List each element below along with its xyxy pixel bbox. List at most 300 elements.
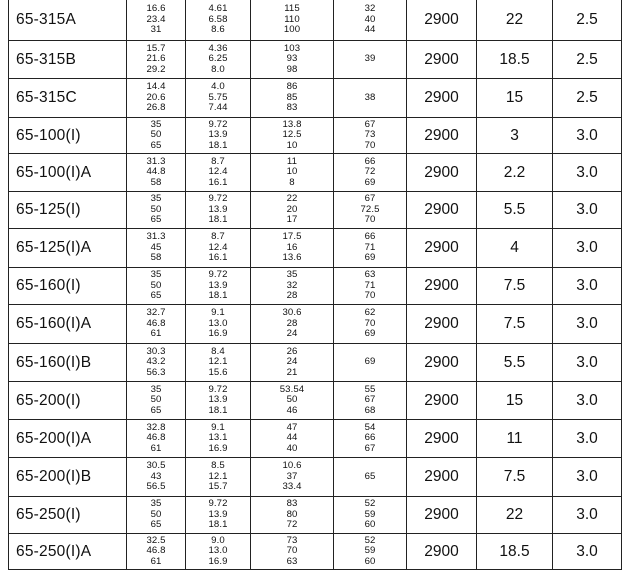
flow-m3h-cell: [127, 154, 186, 192]
npsh-cell: 2.5: [553, 0, 622, 41]
sub-value: 66: [364, 231, 376, 243]
flow-m3h-cell: [127, 305, 186, 344]
sub-value: 30.6: [282, 307, 302, 319]
head-cell: [251, 192, 334, 229]
sub-value: 69: [364, 252, 376, 264]
model-cell: 65-125(I)A: [9, 229, 127, 268]
npsh-cell: 3.0: [553, 497, 622, 534]
flow-ls-cell: [186, 305, 251, 344]
table-row: [9, 382, 622, 420]
sub-value: 110: [284, 13, 300, 25]
sub-value: 83: [286, 102, 298, 114]
table-row: [9, 344, 622, 382]
speed-cell: 2900: [407, 192, 477, 229]
sub-value: 67: [364, 193, 376, 205]
sub-value: 28: [286, 290, 298, 302]
sub-value: 70: [364, 139, 376, 151]
sub-value: 50: [150, 508, 162, 520]
npsh-cell: 2.5: [553, 41, 622, 79]
power-cell: 7.5: [477, 458, 553, 497]
model-cell: 65-250(I): [9, 497, 127, 534]
sub-value: 68: [364, 404, 376, 416]
sub-value: 60: [364, 555, 376, 567]
sub-value: 13.0: [208, 545, 228, 557]
sub-value: 30.5: [146, 460, 166, 472]
sub-value: 13.9: [208, 203, 228, 215]
flow-m3h-cell: [127, 0, 186, 41]
head-cell: [251, 458, 334, 497]
head-cell: [251, 497, 334, 534]
model-cell: 65-160(I)B: [9, 344, 127, 382]
sub-value: 47: [286, 421, 298, 433]
sub-value: 8.4: [211, 345, 225, 357]
sub-value: 56.3: [146, 366, 166, 378]
sub-value: 67: [364, 442, 376, 454]
sub-value: 9.72: [208, 383, 228, 395]
sub-value: 9.72: [208, 193, 228, 205]
sub-value: 67: [364, 394, 376, 406]
sub-value: 59: [364, 545, 376, 557]
sub-value: 93: [286, 53, 298, 65]
sub-value: 70: [364, 290, 376, 302]
sub-value: 72: [364, 166, 376, 178]
efficiency-cell: [334, 154, 407, 192]
sub-value: 38: [364, 91, 376, 103]
speed-cell: 2900: [407, 458, 477, 497]
efficiency-cell: [334, 79, 407, 118]
sub-value: 69: [364, 328, 376, 340]
table-row: [9, 229, 622, 268]
flow-ls-cell: [186, 154, 251, 192]
npsh-cell: 3.0: [553, 534, 622, 570]
sub-value: 44: [286, 432, 298, 444]
sub-value: 35: [150, 118, 162, 130]
sub-value: 39: [364, 53, 376, 65]
npsh-cell: 3.0: [553, 305, 622, 344]
sub-value: 35: [150, 193, 162, 205]
sub-value: 10: [286, 166, 298, 178]
sub-value: 12.4: [208, 166, 228, 178]
flow-m3h-cell: [127, 118, 186, 154]
table-row: [9, 118, 622, 154]
table-row: [9, 79, 622, 118]
speed-cell: 2900: [407, 154, 477, 192]
npsh-cell: 3.0: [553, 229, 622, 268]
flow-ls-cell: [186, 458, 251, 497]
sub-value: 21: [286, 366, 298, 378]
sub-value: 7.44: [208, 102, 228, 114]
flow-m3h-cell: [127, 192, 186, 229]
sub-value: 16.9: [208, 442, 228, 454]
sub-value: 13.0: [208, 317, 228, 329]
sub-value: 44: [364, 24, 376, 36]
sub-value: 86: [286, 81, 298, 93]
speed-cell: 2900: [407, 41, 477, 79]
sub-value: 50: [150, 203, 162, 215]
sub-value: 6.25: [208, 53, 228, 65]
sub-value: 53.54: [279, 383, 305, 395]
power-cell: 22: [477, 497, 553, 534]
table-row: [9, 458, 622, 497]
sub-value: 85: [286, 91, 298, 103]
sub-value: 69: [364, 356, 376, 368]
head-cell: [251, 382, 334, 420]
power-cell: 18.5: [477, 534, 553, 570]
model-cell: 65-160(I): [9, 268, 127, 305]
sub-value: 26: [286, 345, 298, 357]
sub-value: 13.9: [208, 129, 228, 141]
flow-ls-cell: [186, 497, 251, 534]
sub-value: 24: [286, 328, 298, 340]
sub-value: 62: [364, 307, 376, 319]
flow-m3h-cell: [127, 382, 186, 420]
flow-ls-cell: [186, 382, 251, 420]
head-cell: [251, 79, 334, 118]
sub-value: 13.6: [282, 252, 302, 264]
sub-value: 13.9: [208, 279, 228, 291]
power-cell: 5.5: [477, 192, 553, 229]
sub-value: 52: [364, 498, 376, 510]
sub-value: 18.1: [208, 290, 228, 302]
sub-value: 6.58: [208, 13, 228, 25]
sub-value: 15.6: [208, 366, 228, 378]
speed-cell: 2900: [407, 420, 477, 458]
speed-cell: 2900: [407, 344, 477, 382]
sub-value: 70: [364, 214, 376, 226]
speed-cell: 2900: [407, 268, 477, 305]
sub-value: 72: [286, 519, 298, 531]
npsh-cell: 3.0: [553, 420, 622, 458]
sub-value: 63: [364, 269, 376, 281]
model-cell: 65-125(I): [9, 192, 127, 229]
head-cell: [251, 534, 334, 570]
sub-value: 52: [364, 534, 376, 546]
sub-value: 14.4: [146, 81, 166, 93]
speed-cell: 2900: [407, 229, 477, 268]
sub-value: 20: [286, 203, 298, 215]
speed-cell: 2900: [407, 305, 477, 344]
speed-cell: 2900: [407, 118, 477, 154]
sub-value: 8: [289, 176, 295, 188]
sub-value: 37: [286, 470, 298, 482]
sub-value: 4.36: [208, 42, 228, 54]
power-cell: 5.5: [477, 344, 553, 382]
sub-value: 8.6: [211, 24, 225, 36]
sub-value: 8.7: [211, 231, 225, 243]
flow-ls-cell: [186, 0, 251, 41]
sub-value: 58: [150, 252, 162, 264]
sub-value: 61: [150, 442, 162, 454]
sub-value: 55: [364, 383, 376, 395]
power-cell: 15: [477, 79, 553, 118]
model-cell: 65-100(I)A: [9, 154, 127, 192]
sub-value: 40: [364, 13, 376, 25]
table-row: [9, 192, 622, 229]
flow-m3h-cell: [127, 420, 186, 458]
sub-value: 5.75: [208, 91, 228, 103]
sub-value: 23.4: [146, 13, 166, 25]
npsh-cell: 3.0: [553, 118, 622, 154]
sub-value: 16.1: [208, 252, 228, 264]
sub-value: 40: [286, 442, 298, 454]
sub-value: 32.7: [146, 307, 166, 319]
sub-value: 16: [286, 241, 298, 253]
head-cell: [251, 154, 334, 192]
sub-value: 16.9: [208, 328, 228, 340]
sub-value: 46.8: [146, 432, 166, 444]
sub-value: 71: [364, 279, 376, 291]
sub-value: 65: [150, 214, 162, 226]
sub-value: 65: [150, 290, 162, 302]
npsh-cell: 3.0: [553, 458, 622, 497]
sub-value: 46.8: [146, 317, 166, 329]
head-cell: [251, 268, 334, 305]
sub-value: 56.5: [146, 481, 166, 493]
flow-ls-cell: [186, 79, 251, 118]
sub-value: 43: [150, 470, 162, 482]
speed-cell: 2900: [407, 497, 477, 534]
efficiency-cell: [334, 41, 407, 79]
model-cell: 65-250(I)A: [9, 534, 127, 570]
flow-ls-cell: [186, 344, 251, 382]
power-cell: 2.2: [477, 154, 553, 192]
sub-value: 18.1: [208, 214, 228, 226]
sub-value: 12.5: [282, 129, 302, 141]
npsh-cell: 3.0: [553, 154, 622, 192]
sub-value: 15.7: [146, 42, 166, 54]
flow-m3h-cell: [127, 79, 186, 118]
sub-value: 59: [364, 508, 376, 520]
sub-value: 9.72: [208, 269, 228, 281]
sub-value: 12.1: [208, 356, 228, 368]
sub-value: 83: [286, 498, 298, 510]
efficiency-cell: [334, 497, 407, 534]
sub-value: 13.8: [282, 118, 302, 130]
sub-value: 8.0: [211, 63, 225, 75]
sub-value: 115: [284, 3, 300, 15]
table-row: [9, 305, 622, 344]
sub-value: 29.2: [146, 63, 166, 75]
sub-value: 17: [286, 214, 298, 226]
sub-value: 35: [150, 269, 162, 281]
sub-value: 50: [150, 279, 162, 291]
sub-value: 10: [286, 139, 298, 151]
sub-value: 31.3: [146, 231, 166, 243]
power-cell: 11: [477, 420, 553, 458]
model-cell: 65-200(I)B: [9, 458, 127, 497]
efficiency-cell: [334, 382, 407, 420]
sub-value: 61: [150, 328, 162, 340]
sub-value: 32.8: [146, 421, 166, 433]
speed-cell: 2900: [407, 534, 477, 570]
power-cell: 3: [477, 118, 553, 154]
model-cell: 65-200(I): [9, 382, 127, 420]
head-cell: [251, 229, 334, 268]
sub-value: 26.8: [146, 102, 166, 114]
sub-value: 18.1: [208, 139, 228, 151]
sub-value: 13.9: [208, 508, 228, 520]
sub-value: 66: [364, 155, 376, 167]
npsh-cell: 3.0: [553, 382, 622, 420]
sub-value: 31: [150, 24, 162, 36]
head-cell: [251, 118, 334, 154]
head-cell: [251, 0, 334, 41]
sub-value: 8.5: [211, 460, 225, 472]
sub-value: 46: [286, 404, 298, 416]
table-row: [9, 154, 622, 192]
sub-value: 9.0: [211, 534, 225, 546]
power-cell: 22: [477, 0, 553, 41]
power-cell: 7.5: [477, 305, 553, 344]
sub-value: 32: [364, 3, 376, 15]
flow-m3h-cell: [127, 458, 186, 497]
sub-value: 100: [283, 24, 301, 36]
sub-value: 16.6: [146, 3, 166, 15]
flow-ls-cell: [186, 229, 251, 268]
table-row: [9, 497, 622, 534]
efficiency-cell: [334, 192, 407, 229]
npsh-cell: 3.0: [553, 268, 622, 305]
flow-ls-cell: [186, 192, 251, 229]
sub-value: 28: [286, 317, 298, 329]
sub-value: 35: [150, 383, 162, 395]
sub-value: 18.1: [208, 519, 228, 531]
table-row: [9, 268, 622, 305]
efficiency-cell: [334, 229, 407, 268]
sub-value: 17.5: [282, 231, 302, 243]
sub-value: 18.1: [208, 404, 228, 416]
model-cell: 65-200(I)A: [9, 420, 127, 458]
flow-ls-cell: [186, 534, 251, 570]
sub-value: 4.61: [208, 3, 228, 15]
sub-value: 69: [364, 176, 376, 188]
speed-cell: 2900: [407, 382, 477, 420]
flow-m3h-cell: [127, 497, 186, 534]
sub-value: 58: [150, 176, 162, 188]
sub-value: 72.5: [360, 203, 380, 215]
sub-value: 24: [286, 356, 298, 368]
efficiency-cell: [334, 420, 407, 458]
table-row: [9, 41, 622, 79]
sub-value: 43.2: [146, 356, 166, 368]
sub-value: 54: [364, 421, 376, 433]
flow-m3h-cell: [127, 534, 186, 570]
sub-value: 32: [286, 279, 298, 291]
sub-value: 8.7: [211, 155, 225, 167]
sub-value: 11: [286, 155, 298, 167]
sub-value: 103: [283, 42, 301, 54]
sub-value: 4.0: [211, 81, 225, 93]
table-body: [9, 0, 622, 570]
sub-value: 13.1: [208, 432, 228, 444]
sub-value: 10.6: [282, 460, 302, 472]
efficiency-cell: [334, 534, 407, 570]
efficiency-cell: [334, 344, 407, 382]
sub-value: 44.8: [146, 166, 166, 178]
sub-value: 45: [150, 241, 162, 253]
sub-value: 63: [286, 555, 298, 567]
sub-value: 66: [364, 432, 376, 444]
npsh-cell: 2.5: [553, 79, 622, 118]
sub-value: 35: [150, 498, 162, 510]
sub-value: 20.6: [146, 91, 166, 103]
sub-value: 35: [286, 269, 298, 281]
speed-cell: 2900: [407, 0, 477, 41]
efficiency-cell: [334, 118, 407, 154]
sub-value: 12.1: [208, 470, 228, 482]
sub-value: 50: [150, 129, 162, 141]
pump-spec-table: [8, 0, 622, 570]
flow-ls-cell: [186, 420, 251, 458]
sub-value: 16.1: [208, 176, 228, 188]
sub-value: 9.1: [211, 421, 225, 433]
sub-value: 73: [364, 129, 376, 141]
npsh-cell: 3.0: [553, 192, 622, 229]
head-cell: [251, 305, 334, 344]
sub-value: 80: [286, 508, 298, 520]
sub-value: 70: [286, 545, 298, 557]
flow-ls-cell: [186, 268, 251, 305]
efficiency-cell: [334, 458, 407, 497]
sub-value: 50: [150, 394, 162, 406]
table-row: [9, 534, 622, 570]
power-cell: 4: [477, 229, 553, 268]
sub-value: 9.72: [208, 118, 228, 130]
flow-m3h-cell: [127, 229, 186, 268]
table-row: [9, 0, 622, 41]
flow-m3h-cell: [127, 344, 186, 382]
sub-value: 9.1: [211, 307, 225, 319]
power-cell: 18.5: [477, 41, 553, 79]
sub-value: 65: [150, 139, 162, 151]
flow-m3h-cell: [127, 41, 186, 79]
npsh-cell: 3.0: [553, 344, 622, 382]
sub-value: 15.7: [208, 481, 228, 493]
sub-value: 60: [364, 519, 376, 531]
table-row: [9, 420, 622, 458]
model-cell: 65-315A: [9, 0, 127, 41]
sub-value: 73: [286, 534, 298, 546]
sub-value: 67: [364, 118, 376, 130]
sub-value: 70: [364, 317, 376, 329]
sub-value: 13.9: [208, 394, 228, 406]
sub-value: 71: [364, 241, 376, 253]
power-cell: 7.5: [477, 268, 553, 305]
sub-value: 50: [286, 394, 298, 406]
model-cell: 65-315B: [9, 41, 127, 79]
model-cell: 65-160(I)A: [9, 305, 127, 344]
head-cell: [251, 344, 334, 382]
sub-value: 46.8: [146, 545, 166, 557]
sub-value: 9.72: [208, 498, 228, 510]
power-cell: 15: [477, 382, 553, 420]
speed-cell: 2900: [407, 79, 477, 118]
sub-value: 32.5: [146, 534, 166, 546]
flow-m3h-cell: [127, 268, 186, 305]
sub-value: 12.4: [208, 241, 228, 253]
head-cell: [251, 420, 334, 458]
sub-value: 30.3: [146, 345, 166, 357]
flow-ls-cell: [186, 118, 251, 154]
sub-value: 65: [150, 404, 162, 416]
sub-value: 33.4: [282, 481, 302, 493]
flow-ls-cell: [186, 41, 251, 79]
model-cell: 65-100(I): [9, 118, 127, 154]
sub-value: 16.9: [208, 555, 228, 567]
sub-value: 65: [364, 470, 376, 482]
sub-value: 98: [286, 63, 298, 75]
sub-value: 65: [150, 519, 162, 531]
